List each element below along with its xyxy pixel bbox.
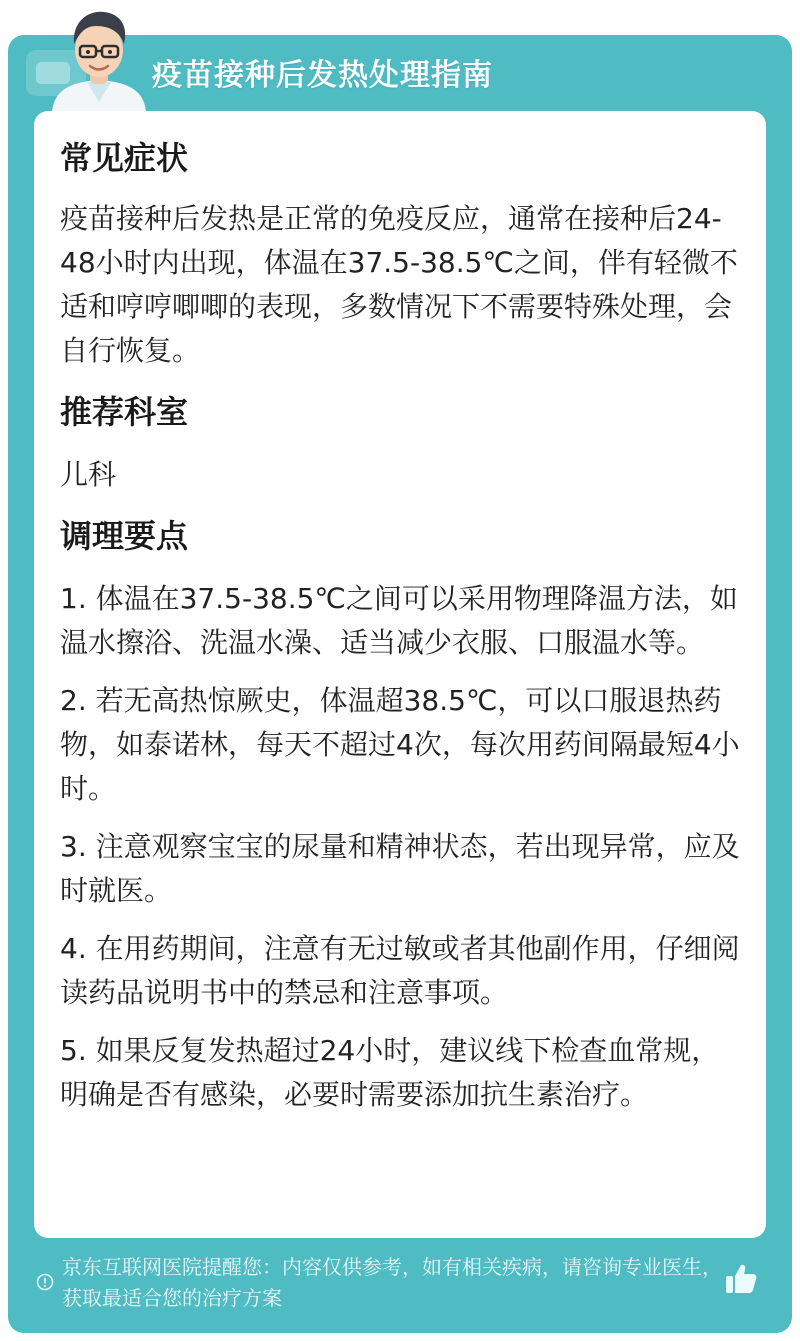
care-tip: 1. 体温在37.5-38.5℃之间可以采用物理降温方法，如温水擦浴、洗温水澡、适当减少衣服、口服温水等。 [60,582,738,659]
department-text: 儿科 [60,458,117,491]
symptoms-text: 疫苗接种后发热是正常的免疫反应，通常在接种后24-48小时内出现，体温在37.5-38.5℃之间，伴有轻微不适和哼哼唧唧的表现，多数情况下不需要特殊处理，会自行恢复。 [60,202,738,367]
care-tip: 5. 如果反复发热超过24小时，建议线下检查血常规，明确是否有感染，必要时需要添加抗生素治疗。 [60,1034,720,1111]
info-icon [36,1273,54,1291]
care-tip: 3. 注意观察宝宝的尿量和精神状态，若出现异常，应及时就医。 [60,830,740,907]
content-card [34,111,766,1238]
doctor-avatar [44,6,154,112]
symptoms-heading: 常见症状 [60,139,189,177]
care-tip: 2. 若无高热惊厥史，体温超38.5℃，可以口服退热药物，如泰诺林，每天不超过4次，每次用药间隔最短4小时。 [60,684,740,805]
thumbs-up-icon[interactable] [724,1262,758,1296]
care-heading: 调理要点 [60,517,189,555]
department-heading: 推荐科室 [60,393,189,431]
content-body [60,135,744,1131]
page-title: 疫苗接种后发热处理指南 [152,58,493,93]
care-tip: 4. 在用药期间，注意有无过敏或者其他副作用，仔细阅读药品说明书中的禁忌和注意事项。 [60,932,740,1009]
disclaimer-text: 京东互联网医院提醒您：内容仅供参考，如有相关疾病，请咨询专业医生，获取最适合您的治疗方案 [62,1255,722,1310]
